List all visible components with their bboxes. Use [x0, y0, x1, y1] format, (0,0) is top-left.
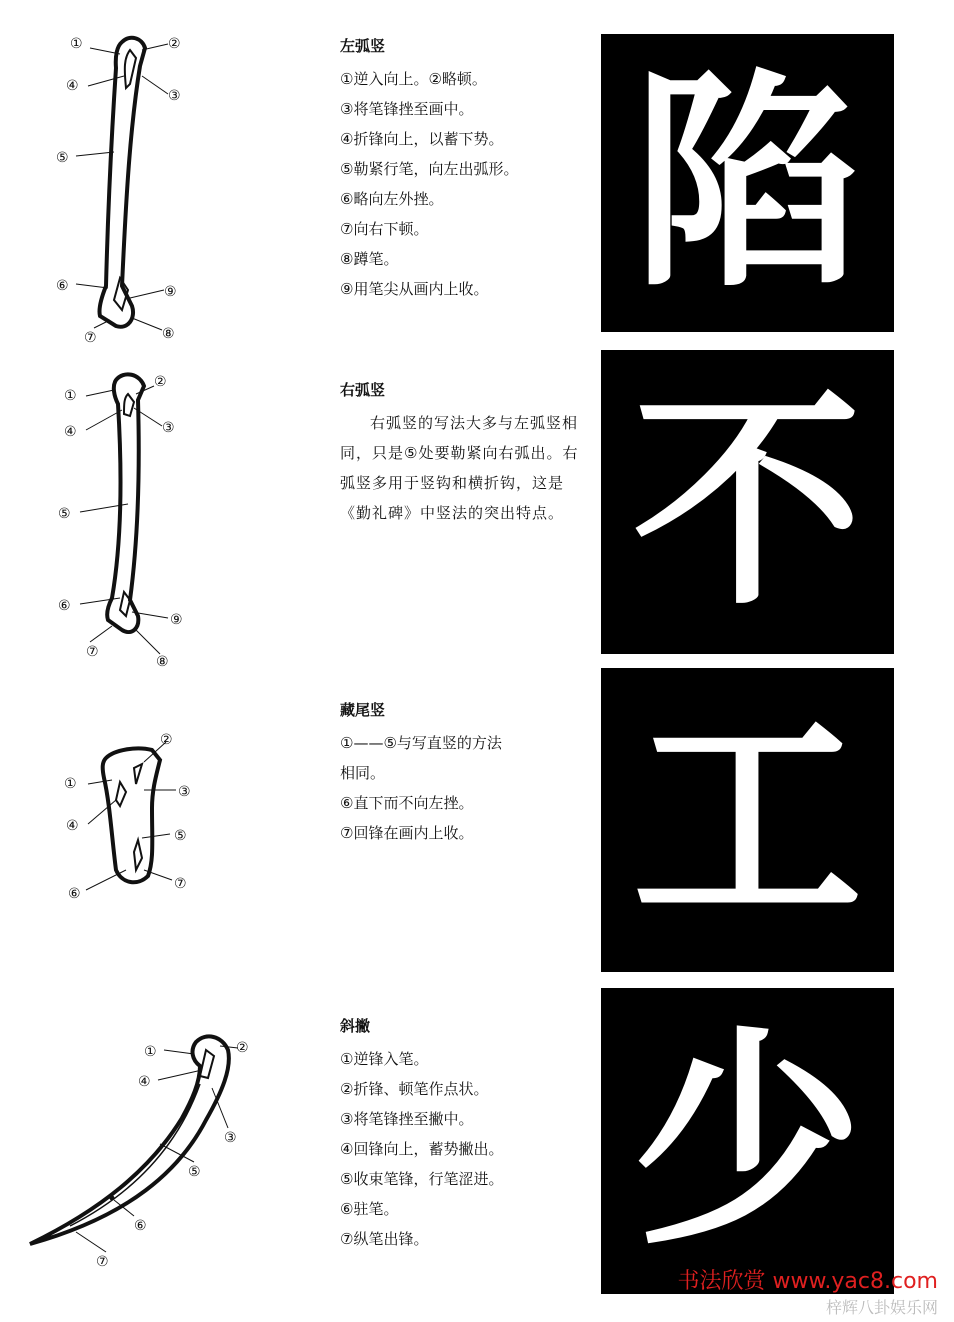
marker-6: ⑥ [56, 278, 69, 294]
marker-4: ④ [138, 1074, 151, 1090]
calligraphy-character: 不 [632, 367, 863, 637]
marker-1: ① [64, 776, 77, 792]
text-line: ⑧蹲笔。 [340, 250, 399, 268]
text-block-hidden-tail [340, 700, 590, 848]
stroke-diagram-right-arc [50, 360, 200, 670]
text-line: ③将笔锋挫至撇中。 [340, 1110, 474, 1128]
marker-9: ⑨ [164, 284, 177, 300]
marker-1: ① [144, 1044, 157, 1060]
marker-6: ⑥ [134, 1218, 147, 1234]
marker-2: ② [160, 732, 173, 748]
text-line: ①逆锋入笔。 [340, 1050, 429, 1068]
marker-5: ⑤ [58, 506, 71, 522]
text-line: ⑨用笔尖从画内上收。 [340, 280, 489, 298]
text-line: ⑦回锋在画内上收。 [340, 824, 474, 842]
text-line: ⑦纵笔出锋。 [340, 1230, 429, 1248]
calligraphy-panel [601, 350, 894, 654]
marker-2: ② [236, 1040, 249, 1056]
marker-7: ⑦ [96, 1254, 109, 1270]
text-line: ⑦向右下顿。 [340, 220, 429, 238]
calligraphy-panel [601, 34, 894, 332]
section-right-arc-vertical [0, 340, 954, 670]
marker-3: ③ [224, 1130, 237, 1146]
text-line: ⑤勒紧行笔，向左出弧形。 [340, 160, 519, 178]
marker-7: ⑦ [174, 876, 187, 892]
text-line: ④折锋向上，以蓄下势。 [340, 130, 504, 148]
watermark-sub: 梓辉八卦娱乐网 [825, 1298, 938, 1317]
marker-8: ⑧ [162, 326, 175, 342]
text-block-left-arc [340, 36, 590, 304]
marker-2: ② [168, 36, 181, 52]
calligraphy-character: 陷 [632, 48, 863, 318]
stroke-diagram-slant-falling [10, 1020, 270, 1270]
marker-3: ③ [178, 784, 191, 800]
marker-4: ④ [66, 818, 79, 834]
marker-7: ⑦ [84, 330, 97, 346]
section-heading: 右弧竖 [340, 381, 386, 399]
text-line: ⑥略向左外挫。 [340, 190, 444, 208]
text-line: ④回锋向上，蓄势撇出。 [340, 1140, 504, 1158]
stroke-diagram-left-arc [50, 28, 200, 348]
calligraphy-character: 工 [632, 685, 863, 955]
section-left-arc-vertical [0, 0, 954, 346]
marker-9: ⑨ [170, 612, 183, 628]
text-line: ⑥驻笔。 [340, 1200, 399, 1218]
marker-4: ④ [64, 424, 77, 440]
text-block-right-arc [340, 380, 582, 528]
marker-8: ⑧ [156, 654, 169, 670]
site-watermark [677, 1264, 938, 1318]
section-heading: 左弧竖 [340, 37, 386, 55]
text-block-slant-falling [340, 1016, 590, 1254]
stroke-diagram-hidden-tail [56, 720, 206, 920]
section-hidden-tail-vertical [0, 660, 954, 980]
text-line: ①逆入向上。②略顿。 [340, 70, 487, 88]
marker-5: ⑤ [56, 150, 69, 166]
marker-6: ⑥ [68, 886, 81, 902]
marker-3: ③ [162, 420, 175, 436]
marker-3: ③ [168, 88, 181, 104]
text-line: ③将笔锋挫至画中。 [340, 100, 474, 118]
marker-5: ⑤ [174, 828, 187, 844]
calligraphy-panel [601, 988, 894, 1294]
marker-1: ① [64, 388, 77, 404]
text-line: ⑥直下而不向左挫。 [340, 794, 474, 812]
marker-5: ⑤ [188, 1164, 201, 1180]
marker-7: ⑦ [86, 644, 99, 660]
section-heading: 藏尾竖 [340, 701, 386, 719]
text-line: 相同。 [340, 764, 386, 782]
marker-2: ② [154, 374, 167, 390]
text-line: ②折锋、顿笔作点状。 [340, 1080, 489, 1098]
text-line: ①——⑤与写直竖的方法 [340, 734, 502, 752]
marker-6: ⑥ [58, 598, 71, 614]
marker-1: ① [70, 36, 83, 52]
text-line: ⑤收束笔锋，行笔涩进。 [340, 1170, 504, 1188]
section-heading: 斜撇 [340, 1017, 371, 1035]
watermark-main: 书法欣赏 www.yac8.com [677, 1269, 938, 1294]
calligraphy-panel [601, 668, 894, 972]
text-paragraph: 右弧竖的写法大多与左弧竖相同，只是⑤处要勒紧向右弧出。右弧竖多用于竖钩和横折钩，这是《勤礼碑》中竖法的突出特点。 [340, 414, 579, 522]
calligraphy-character: 少 [632, 1006, 863, 1276]
marker-4: ④ [66, 78, 79, 94]
